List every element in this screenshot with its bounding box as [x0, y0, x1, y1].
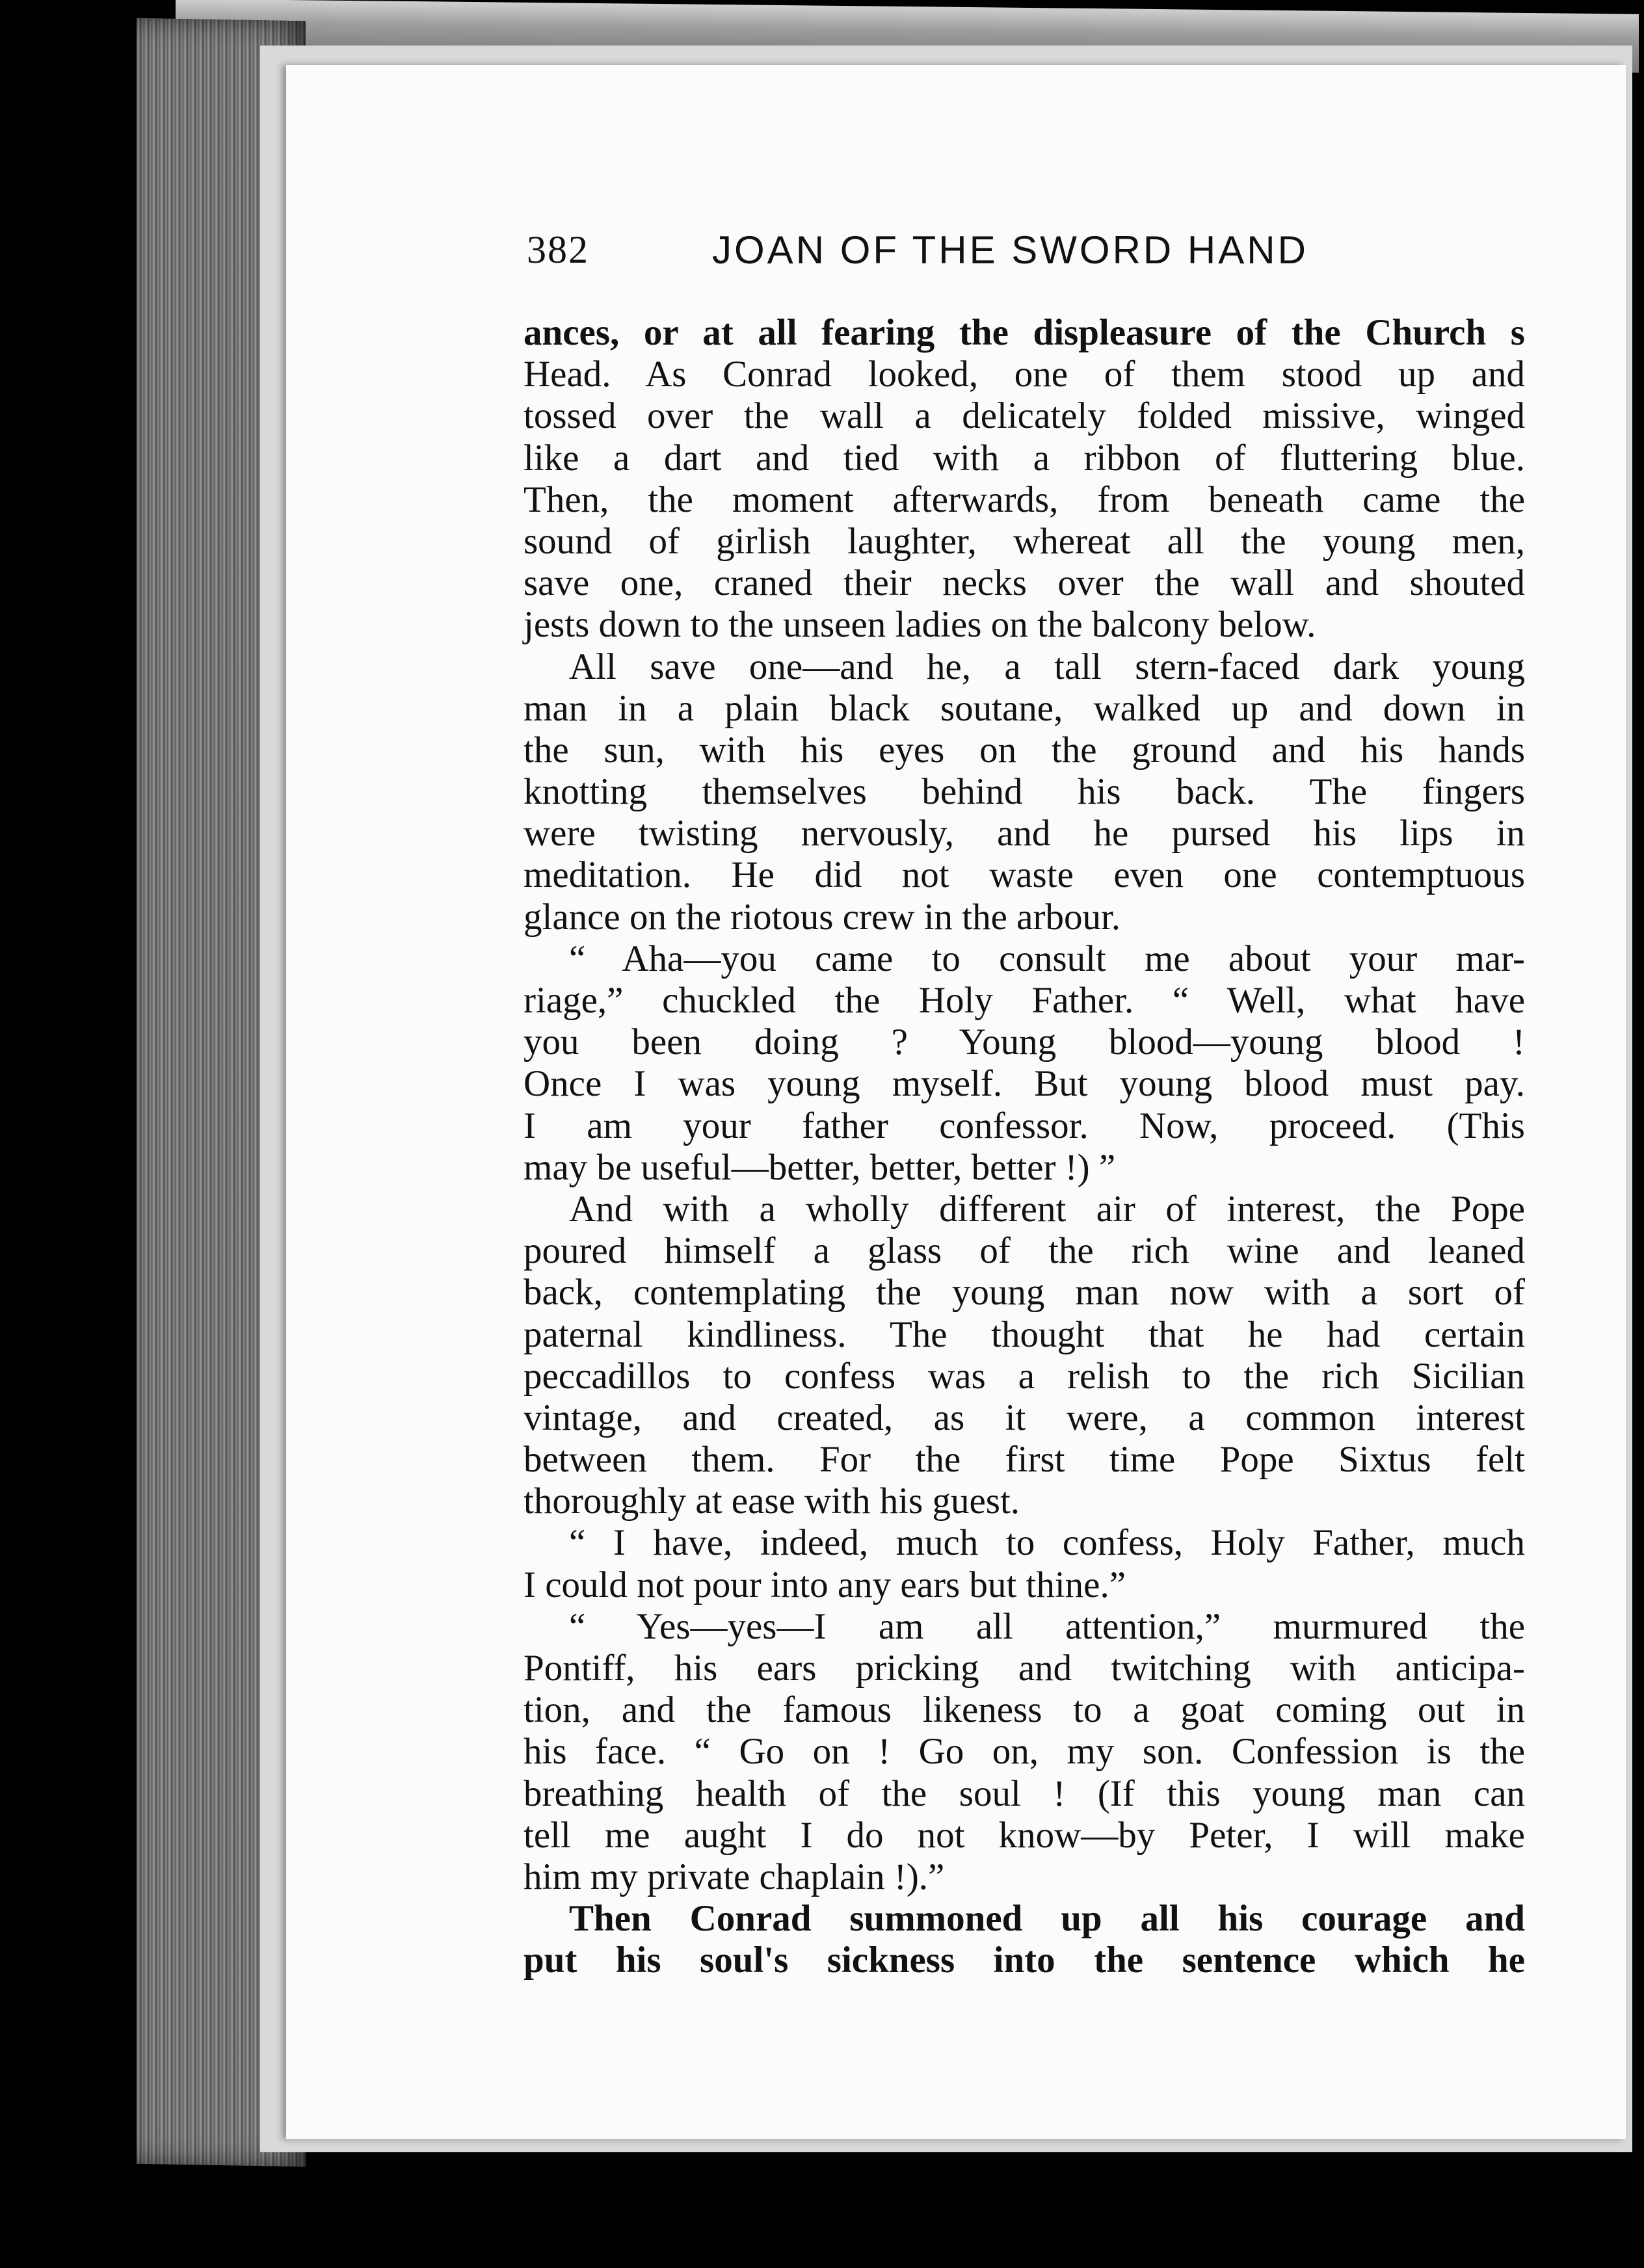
text-line: All save one—and he, a tall stern-faced dark young [569, 646, 1525, 687]
text-line: were twisting nervously, and he pursed his lips in [524, 813, 1525, 854]
text-line: may be useful—better, better, better !) ” [524, 1146, 1116, 1188]
text-line: “ Yes—yes—I am all attention,” murmured the [569, 1605, 1525, 1647]
text-line: thoroughly at ease with his guest. [524, 1481, 1020, 1522]
text-line: riage,” chuckled the Holy Father. “ Well, what have [524, 980, 1525, 1021]
text-line: back, contemplating the young man now with a sort of [524, 1272, 1525, 1313]
text-line: And with a wholly different air of interest, the Pope [569, 1188, 1525, 1230]
text-line: sound of girlish laughter, whereat all the young men, [524, 520, 1525, 562]
text-line: man in a plain black soutane, walked up and down in [524, 687, 1525, 729]
text-line: peccadillos to confess was a relish to the rich Sicilian [524, 1355, 1525, 1397]
text-line: meditation. He did not waste even one contemptuous [524, 854, 1525, 896]
text-line: tell me aught I do not know—by Peter, I will make [524, 1814, 1525, 1856]
text-line: glance on the riotous crew in the arbour. [524, 896, 1121, 938]
text-line: I could not pour into any ears but thine.” [524, 1564, 1126, 1605]
text-line: knotting themselves behind his back. The fingers [524, 771, 1525, 813]
running-title: JOAN OF THE SWORD HAND [712, 228, 1308, 272]
text-line: I am your father confessor. Now, proceed. (This [524, 1105, 1525, 1146]
text-line: ances, or at all fearing the displeasure of the Church s [524, 312, 1525, 353]
text-line: his face. “ Go on ! Go on, my son. Confession is the [524, 1731, 1525, 1773]
text-line: between them. For the first time Pope Sixtus felt [524, 1439, 1525, 1481]
text-line: paternal kindliness. The thought that he had certain [524, 1313, 1525, 1355]
text-line: Then, the moment afterwards, from beneath came the [524, 479, 1525, 520]
text-line: save one, craned their necks over the wall and shouted [524, 562, 1525, 604]
text-line: “ I have, indeed, much to confess, Holy Father, much [569, 1522, 1525, 1564]
text-line: jests down to the unseen ladies on the balcony below. [524, 604, 1316, 646]
text-line: breathing health of the soul ! (If this young man can [524, 1773, 1525, 1814]
text-line: put his soul's sickness into the sentence which he [524, 1940, 1525, 1981]
text-line: vintage, and created, as it were, a common interest [524, 1397, 1525, 1438]
text-line: poured himself a glass of the rich wine and leaned [524, 1230, 1525, 1272]
text-line: tossed over the wall a delicately folded missive, winged [524, 395, 1525, 437]
text-line: Once I was young myself. But young blood must pay. [524, 1063, 1525, 1105]
text-line: Then Conrad summoned up all his courage and [569, 1898, 1525, 1940]
page-header [527, 228, 1353, 280]
text-line: Pontiff, his ears pricking and twitching with anticipa- [524, 1648, 1525, 1689]
text-line: like a dart and tied with a ribbon of fluttering blue. [524, 437, 1525, 479]
text-line: you been doing ? Young blood—young blood ! [524, 1022, 1525, 1063]
text-line: Head. As Conrad looked, one of them stood up and [524, 354, 1525, 395]
body-text [524, 312, 1525, 1982]
text-line: him my private chaplain !).” [524, 1856, 945, 1897]
page-number: 382 [527, 228, 589, 271]
text-line: the sun, with his eyes on the ground and his hands [524, 729, 1525, 771]
text-line: “ Aha—you came to consult me about your mar- [569, 938, 1525, 979]
text-line: tion, and the famous likeness to a goat coming out in [524, 1689, 1525, 1731]
